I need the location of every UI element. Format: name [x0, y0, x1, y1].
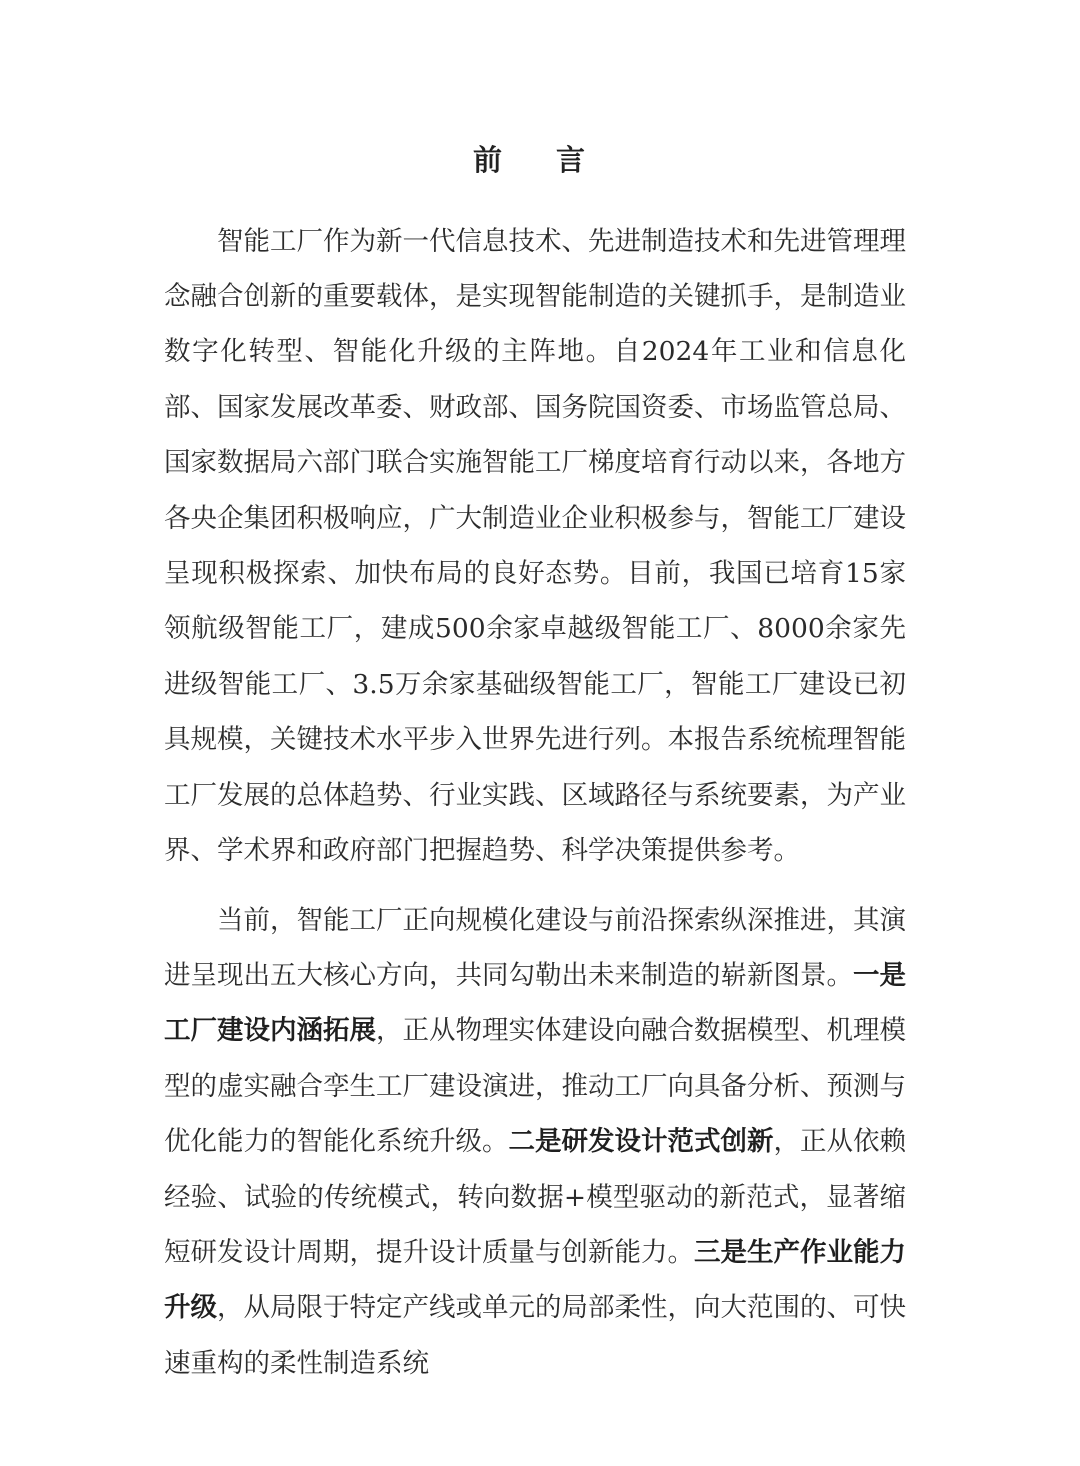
point-3-text: ，从局限于特定产线或单元的局部柔性，向大范围的、可快速重构的柔性制造系统 [164, 1292, 906, 1379]
page-title: 前 言 [472, 143, 608, 177]
point-1-text: ，正从物理实体建设向融合数据模型、机理模型的虚实融合孪生工厂建设演进，推动工厂向具备分析、预测与优化能力的智能化系统升级。 [164, 1015, 906, 1158]
point-2-heading: 二是研发设计范式创新 [508, 1126, 774, 1158]
paragraph-2 [164, 893, 906, 1392]
paragraph-1: 智能工厂作为新一代信息技术、先进制造技术和先进管理理念融合创新的重要载体，是实现智能制造的关键抓手，是制造业数字化转型、智能化升级的主阵地。自2024年工业和信息化部、国家发展改革委、财政部、国务院国资委、市场监管总局、国家数据局六部门联合实施智能工厂梯度培育行动以来，各地方各央企集团积极响应，广大制造业企业积极参与，智能工厂建设呈现积极探索、加快布局的良好态势。目前，我国已培育15家领航级智能工厂，建成500余家卓越级智能工厂、8000余家先进级智能工厂、3.5万余家基础级智能工厂，智能工厂建设已初具规模，关键技术水平步入世界先进行列。本报告系统梳理智能工厂发展的总体趋势、行业实践、区域路径与系统要素，为产业界、学术界和政府部门把握趋势、科学决策提供参考。 [164, 225, 906, 866]
paragraph-2-intro: 当前，智能工厂正向规模化建设与前沿探索纵深推进，其演进呈现出五大核心方向，共同勾勒出未来制造的崭新图景。 [164, 904, 906, 991]
point-3-heading: 三是生产作业能力升级 [164, 1236, 906, 1324]
point-1-heading: 一是工厂建设内涵拓展 [164, 959, 906, 1047]
point-2-text: ，正从依赖经验、试验的传统模式，转向数据+模型驱动的新范式，显著缩短研发设计周期，提升设计质量与创新能力。 [164, 1126, 906, 1268]
